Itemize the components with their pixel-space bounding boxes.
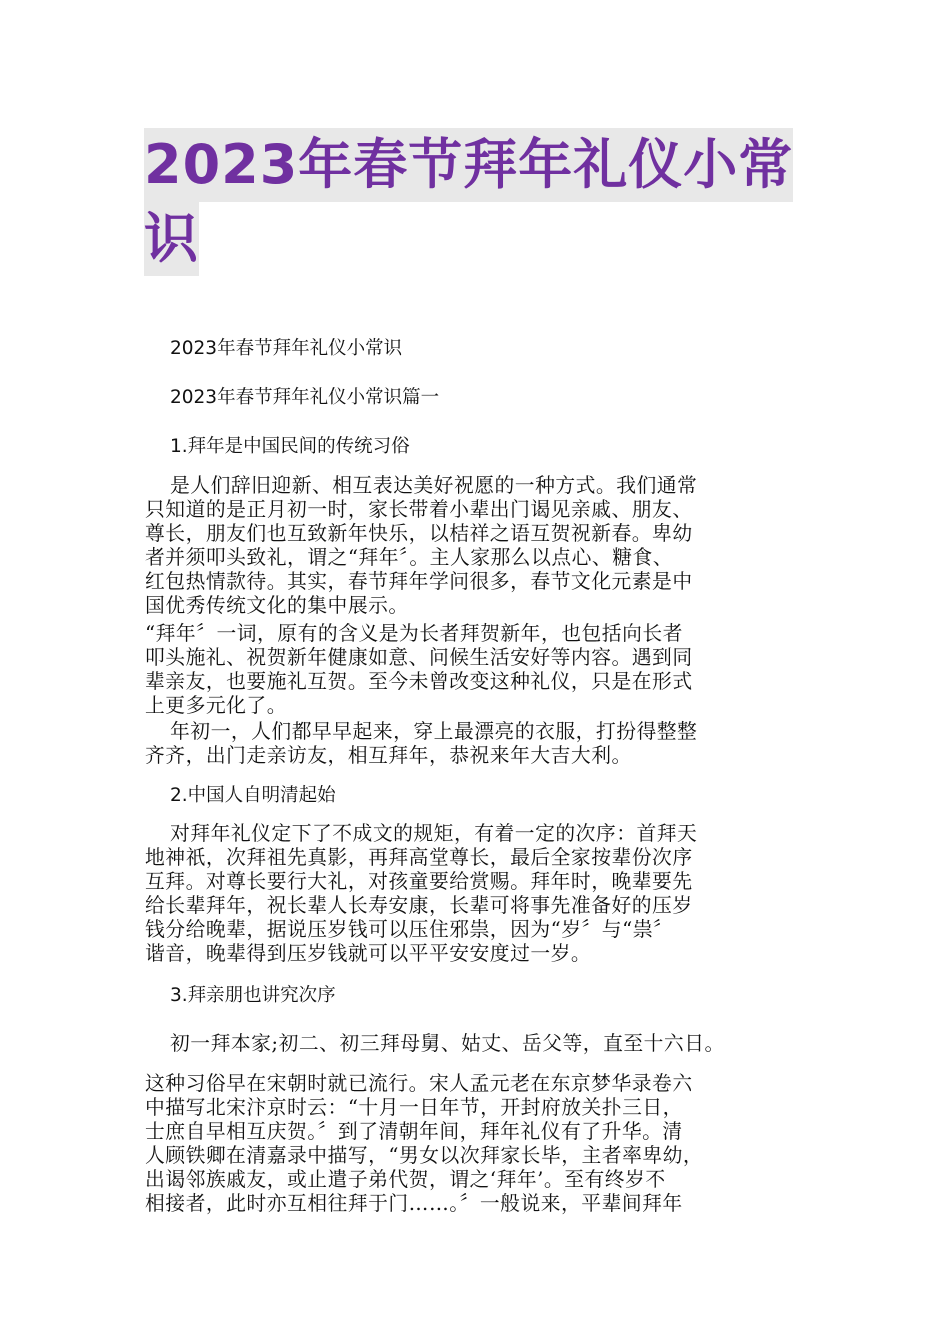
paragraph-3-line: 年初一，人们都早早起来，穿上最漂亮的衣服，打扮得整整	[170, 720, 698, 743]
paragraph-1-line: 尊长，朋友们也互致新年快乐，以桔祥之语互贺祝新春。卑幼	[145, 522, 693, 545]
paragraph-1-line: 国优秀传统文化的集中展示。	[145, 594, 409, 617]
paragraph-2-line: 上更多元化了。	[145, 694, 287, 717]
paragraph-4-line: 钱分给晚辈，据说压岁钱可以压住邪祟，因为“岁〞与“祟〞	[145, 918, 674, 941]
paragraph-4-line: 对拜年礼仪定下了不成文的规矩，有着一定的次序：首拜天	[170, 822, 698, 845]
paragraph-3-line: 齐齐，出门走亲访友，相互拜年，恭祝来年大吉大利。	[145, 744, 632, 767]
paragraph-6-line: 中描写北宋汴京时云：“十月一日年节，开封府放关扑三日，	[145, 1096, 683, 1119]
paragraph-2-line: 辈亲友，也要施礼互贺。至今未曾改变这种礼仪，只是在形式	[145, 670, 693, 693]
heading-2: 2.中国人自明清起始	[170, 785, 336, 806]
paragraph-6-line: 士庶自早相互庆贺。〞到了清朝年间，拜年礼仪有了升华。清	[145, 1120, 683, 1143]
heading-3: 3.拜亲朋也讲究次序	[170, 985, 336, 1006]
document-title	[144, 128, 809, 276]
subtitle: 2023年春节拜年礼仪小常识	[170, 338, 403, 359]
paragraph-4-line: 互拜。对尊长要行大礼，对孩童要给赏赐。拜年时，晚辈要先	[145, 870, 693, 893]
paragraph-2-line: “拜年〞一词，原有的含义是为长者拜贺新年，也包括向长者	[145, 622, 683, 645]
paragraph-6-line: 相接者，此时亦互相往拜于门……。〞一般说来，平辈间拜年	[145, 1192, 683, 1215]
paragraph-4-line: 地神祇，次拜祖先真影，再拜高堂尊长，最后全家按辈份次序	[145, 846, 693, 869]
paragraph-6-line: 出谒邻族戚友，或止遣子弟代贺，谓之‘拜年’。至有终岁不	[145, 1168, 666, 1191]
section-title: 2023年春节拜年礼仪小常识篇一	[170, 387, 440, 408]
heading-1: 1.拜年是中国民间的传统习俗	[170, 436, 410, 457]
title-line-1: 2023年春节拜年礼仪小常	[144, 128, 793, 202]
title-line-2: 识	[144, 202, 199, 276]
paragraph-2-line: 叩头施礼、祝贺新年健康如意、问候生活安好等内容。遇到同	[145, 646, 693, 669]
paragraph-4-line: 谐音，晚辈得到压岁钱就可以平平安安度过一岁。	[145, 942, 592, 965]
paragraph-1-line: 者并须叩头致礼，谓之“拜年〞。主人家那么以点心、糖食、	[145, 546, 674, 569]
paragraph-4-line: 给长辈拜年，祝长辈人长寿安康，长辈可将事先准备好的压岁	[145, 894, 693, 917]
paragraph-1-line: 红包热情款待。其实，春节拜年学问很多，春节文化元素是中	[145, 570, 693, 593]
paragraph-6-line: 这种习俗早在宋朝时就已流行。宋人孟元老在东京梦华录卷六	[145, 1072, 693, 1095]
paragraph-1-line: 只知道的是正月初一时，家长带着小辈出门谒见亲戚、朋友、	[145, 498, 693, 521]
paragraph-1-line: 是人们辞旧迎新、相互表达美好祝愿的一种方式。我们通常	[170, 474, 698, 497]
paragraph-6-line: 人顾铁卿在清嘉录中描写，“男女以次拜家长毕，主者率卑幼，	[145, 1144, 704, 1167]
paragraph-5: 初一拜本家;初二、初三拜母舅、姑丈、岳父等，直至十六日。	[170, 1032, 725, 1055]
